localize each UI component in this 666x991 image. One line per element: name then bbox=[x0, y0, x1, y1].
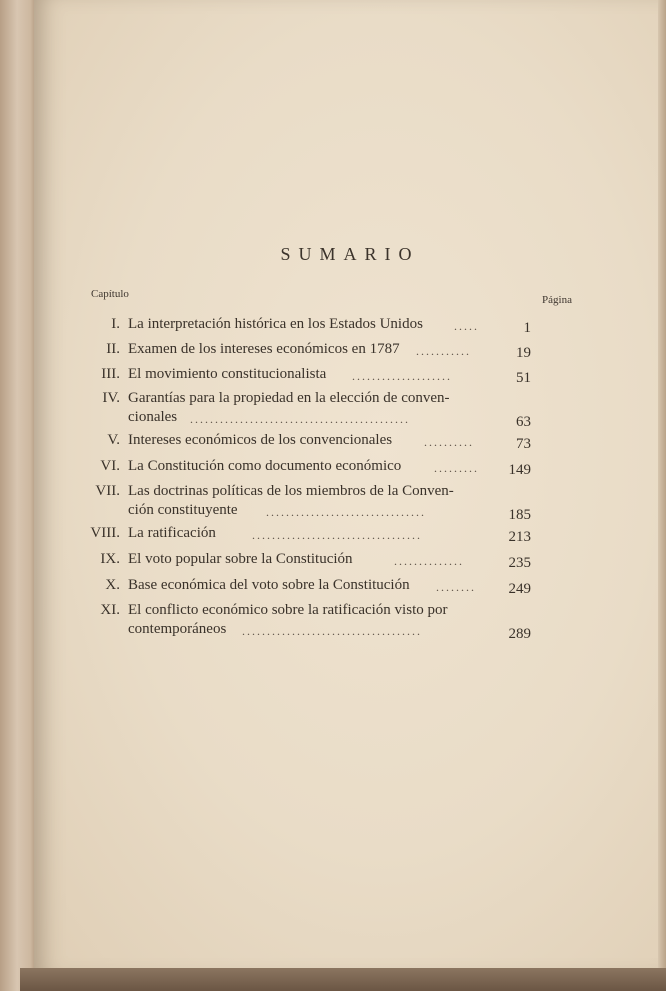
chapter-number: III. bbox=[101, 366, 120, 382]
page-number: 249 bbox=[508, 581, 531, 597]
chapter-title: El conflicto económico sobre la ratificación visto por bbox=[128, 602, 448, 618]
chapter-title-continued: contemporáneos bbox=[128, 621, 227, 637]
page-number: 51 bbox=[516, 370, 531, 386]
page-number: 235 bbox=[508, 555, 531, 571]
dot-leader: .................... bbox=[352, 369, 452, 383]
dot-leader: .................................. bbox=[252, 528, 422, 542]
dot-leader: .............. bbox=[394, 554, 464, 568]
chapter-title: El movimiento constitucionalista bbox=[128, 366, 327, 382]
page-number: 213 bbox=[508, 529, 531, 545]
chapter-title: La ratificación bbox=[128, 525, 216, 541]
chapter-title-continued: cionales bbox=[128, 409, 178, 425]
dot-leader: .................................... bbox=[242, 624, 422, 638]
table-of-contents bbox=[34, 0, 666, 972]
dot-leader: ........... bbox=[416, 344, 471, 358]
chapter-title: El voto popular sobre la Constitución bbox=[128, 551, 353, 567]
chapter-number: II. bbox=[106, 341, 120, 357]
page-number: 149 bbox=[508, 462, 531, 478]
page-title: SUMARIO bbox=[280, 244, 420, 264]
page-number: 73 bbox=[516, 436, 531, 452]
chapter-number: VI. bbox=[100, 458, 120, 474]
page-number: 63 bbox=[516, 414, 531, 430]
chapter-title: Garantías para la propiedad en la elección de conven- bbox=[128, 390, 450, 406]
chapter-number: XI. bbox=[100, 602, 120, 618]
page-column-header: Página bbox=[542, 294, 572, 306]
book-page bbox=[34, 0, 666, 972]
chapter-number: X. bbox=[105, 577, 120, 593]
page-number: 19 bbox=[516, 345, 531, 361]
chapter-title: La interpretación histórica en los Estados Unidos bbox=[128, 316, 423, 332]
chapter-number: IX. bbox=[100, 551, 120, 567]
chapter-title: Base económica del voto sobre la Constitución bbox=[128, 577, 410, 593]
dot-leader: ..... bbox=[454, 319, 479, 333]
dot-leader: ......... bbox=[434, 461, 479, 475]
dot-leader: .......... bbox=[424, 435, 474, 449]
page-number: 1 bbox=[523, 320, 531, 336]
dot-leader: ................................ bbox=[266, 505, 426, 519]
chapter-number: IV. bbox=[102, 390, 120, 406]
chapter-number: I. bbox=[111, 316, 120, 332]
chapter-number: V. bbox=[107, 432, 120, 448]
dot-leader: ........ bbox=[436, 580, 476, 594]
chapter-title-continued: ción constituyente bbox=[128, 502, 238, 518]
chapter-title: Las doctrinas políticas de los miembros de la Conven- bbox=[128, 483, 454, 499]
chapter-column-header: Capítulo bbox=[91, 288, 129, 300]
chapter-number: VII. bbox=[95, 483, 120, 499]
chapter-title: Examen de los intereses económicos en 1787 bbox=[128, 341, 400, 357]
book-bottom-edge bbox=[20, 968, 666, 991]
page-number: 289 bbox=[508, 626, 531, 642]
dot-leader: ............................................ bbox=[190, 412, 410, 426]
chapter-title: Intereses económicos de los convencionales bbox=[128, 432, 393, 448]
chapter-title: La Constitución como documento económico bbox=[128, 458, 402, 474]
chapter-number: VIII. bbox=[90, 525, 120, 541]
facing-page-edge bbox=[0, 0, 38, 991]
page-number: 185 bbox=[508, 507, 531, 523]
